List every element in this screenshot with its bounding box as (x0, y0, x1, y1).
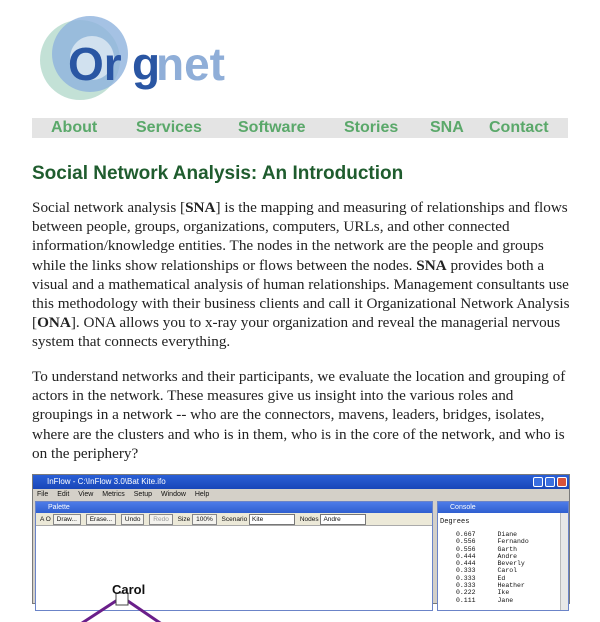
p1-text-4: ]. ONA allows you to x-ray your organization and reveal the managerial nervous system that connects everything. (32, 314, 561, 351)
p1-text-3: provides both a visual and a mathematical analysis of human relationships. Management consultants use this methodology with their business clients and call it Organizational Network Analysis [ (32, 256, 570, 332)
size-label: Size (177, 516, 191, 523)
menu-bar (33, 489, 569, 500)
nodes-select[interactable]: Andre (320, 514, 366, 525)
console-titlebar (438, 502, 568, 513)
console-window (437, 501, 569, 611)
nodes-label: Nodes (299, 516, 319, 523)
degree-name: Fernando (497, 538, 529, 546)
nav-about[interactable]: About (51, 119, 98, 136)
table-row (456, 567, 551, 574)
degree-name: Ike (497, 589, 510, 597)
p1-text-1: Social network analysis [ (32, 199, 186, 216)
network-link (76, 597, 122, 622)
orgnet-logo[interactable] (32, 14, 232, 102)
network-link (122, 597, 166, 622)
minimize-icon[interactable] (533, 477, 543, 487)
table-row (456, 560, 551, 567)
degree-value: 0.556 (456, 538, 476, 546)
scenario-select[interactable]: Kite (249, 514, 295, 525)
nav-services[interactable]: Services (136, 119, 202, 136)
svg-text:net: net (156, 38, 225, 90)
zoom-value[interactable]: 100% (192, 514, 217, 525)
console-scrollbar[interactable] (560, 513, 568, 610)
table-row (456, 546, 551, 553)
erase-button[interactable]: Erase... (86, 514, 116, 525)
scenario-label: Scenario (221, 516, 248, 523)
console-heading: Degrees (440, 518, 470, 526)
menu-edit[interactable]: Edit (57, 491, 70, 498)
nav-stories[interactable]: Stories (344, 119, 399, 136)
svg-text:Or: Or (68, 38, 122, 90)
maximize-icon[interactable] (545, 477, 555, 487)
degree-name: Andre (497, 552, 518, 560)
page-title: Social Network Analysis: An Introduction (32, 163, 404, 184)
node-label-carol: Carol (112, 582, 146, 597)
console-title: Console (450, 504, 476, 511)
table-row (456, 582, 551, 589)
degree-name: Heather (497, 582, 525, 590)
degree-value: 0.333 (456, 582, 476, 590)
degree-value: 0.667 (456, 531, 476, 538)
table-row (456, 589, 551, 596)
tools-buttons[interactable]: A O (40, 516, 51, 523)
degree-value: 0.333 (456, 574, 476, 582)
measures-paragraph: To understand networks and their participants, we evaluate the location and grouping of actors in the network. These measures give us insight into the various roles and groupings in a network -- who are the connectors, mavens, leaders, bridges, isolates, where are the clusters and who is in them, who is in the core of the network, and who is on the periphery? (32, 368, 566, 462)
nav-contact[interactable]: Contact (489, 119, 549, 136)
degree-name: Diane (497, 531, 518, 538)
table-row (456, 531, 551, 538)
p1-text-2: ] is the mapping and measuring of relationships and flows between people, groups, organizations, computers, URLs, and other connected information/knowledge entities. The nodes in the network are the people and groups while the links show relationships or flows between the nodes. (32, 199, 568, 274)
menu-window[interactable]: Window (161, 491, 186, 498)
palette-title: Palette (48, 504, 70, 511)
p1-bold-sna: SNA (185, 199, 216, 216)
table-row (456, 538, 551, 545)
window-titlebar (33, 475, 569, 489)
degrees-table (456, 531, 551, 604)
degree-value: 0.222 (456, 589, 476, 597)
degree-value: 0.111 (456, 596, 476, 604)
table-row (456, 575, 551, 582)
degree-value: 0.556 (456, 545, 476, 553)
network-canvas[interactable] (36, 527, 432, 610)
palette-titlebar (36, 502, 432, 513)
menu-file[interactable]: File (37, 491, 49, 498)
degree-value: 0.444 (456, 560, 476, 568)
inflow-screenshot (32, 474, 570, 604)
p1-bold-ona: ONA (37, 314, 71, 332)
table-row (456, 597, 551, 604)
table-row (456, 553, 551, 560)
window-title: InFlow - C:\InFlow 3.0\Bat Kite.ifo (47, 477, 166, 486)
network-graph (36, 527, 432, 617)
palette-window (35, 501, 433, 611)
undo-button[interactable]: Undo (121, 514, 145, 525)
menu-metrics[interactable]: Metrics (102, 491, 125, 498)
degree-name: Garth (497, 545, 518, 553)
degree-value: 0.333 (456, 567, 476, 575)
menu-view[interactable]: View (78, 491, 94, 498)
degree-value: 0.444 (456, 552, 476, 560)
degree-name: Ed (497, 574, 506, 582)
redo-button[interactable]: Redo (149, 514, 173, 525)
menu-help[interactable]: Help (194, 491, 210, 498)
degree-name: Carol (497, 567, 518, 575)
main-nav (32, 118, 568, 138)
palette-toolbar (36, 513, 432, 526)
degree-name: Beverly (497, 560, 525, 568)
close-icon[interactable] (557, 477, 567, 487)
intro-paragraph (32, 198, 572, 352)
p1-bold-sna-2: SNA (416, 256, 447, 274)
svg-text:g: g (132, 38, 161, 90)
draw-button[interactable]: Draw... (53, 514, 81, 525)
orgnet-logo-graphic (32, 14, 232, 102)
menu-setup[interactable]: Setup (133, 491, 153, 498)
nav-software[interactable]: Software (238, 119, 306, 136)
degree-name: Jane (497, 596, 514, 604)
nav-sna[interactable]: SNA (430, 119, 464, 136)
